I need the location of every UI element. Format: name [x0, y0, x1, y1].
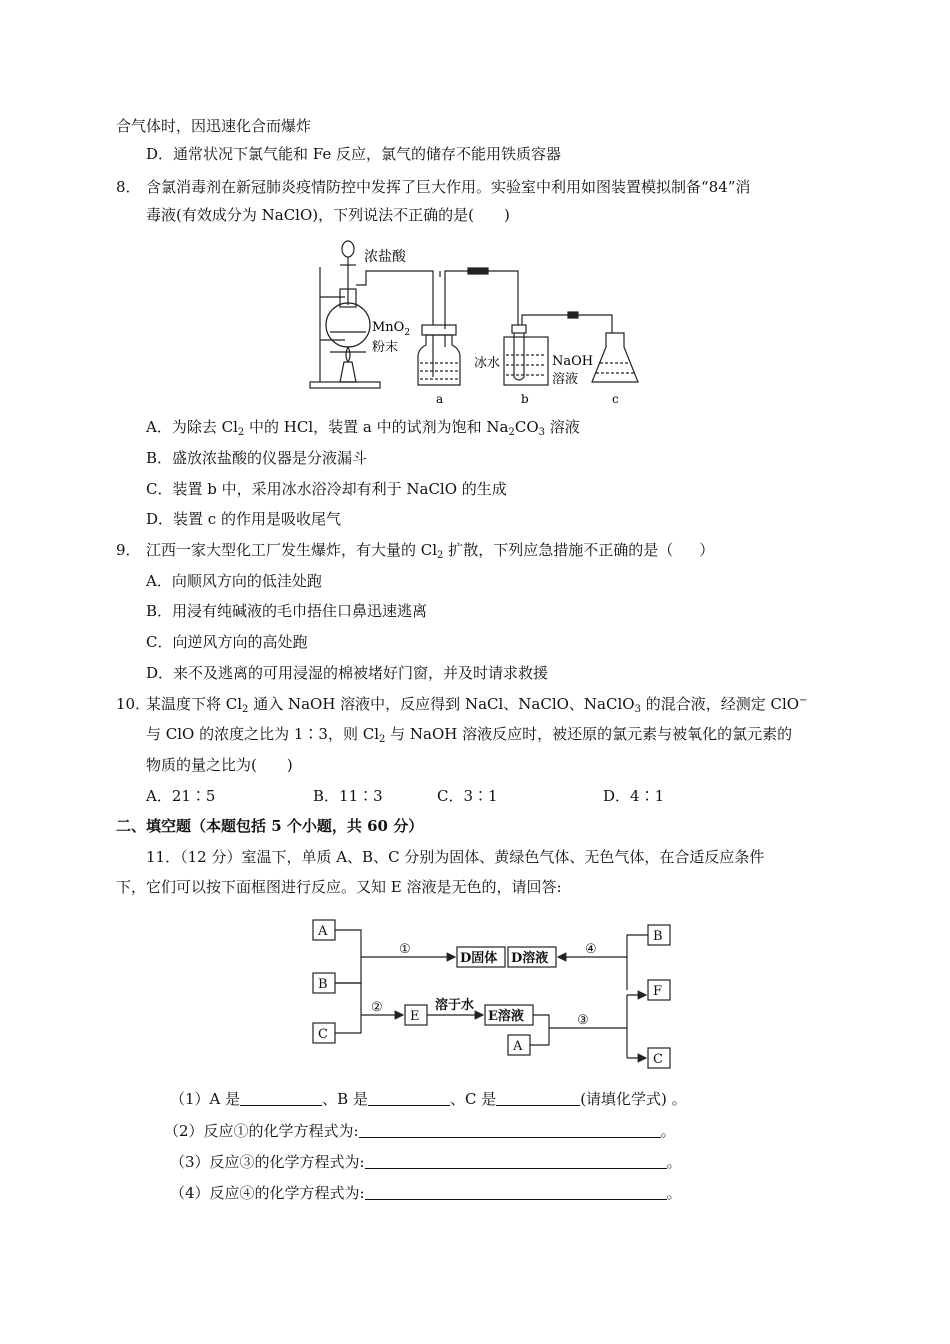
svg-text:溶于水: 溶于水 [435, 998, 475, 1013]
svg-text:③: ③ [577, 1013, 589, 1028]
question-9-option-d: D．来不及逃离的可用浸湿的棉被堵好门窗，并及时请求救援 [146, 664, 549, 682]
question-10-number: 10． [116, 695, 151, 713]
label-a: a [436, 392, 444, 406]
bracket-1 [335, 930, 361, 983]
question-8-option-b: B．盛放浓盐酸的仪器是分液漏斗 [146, 449, 368, 467]
question-9-option-a: A．向顺风方向的低洼处跑 [146, 572, 322, 590]
svg-text:C: C [318, 1027, 328, 1042]
question-11-line2: 下，它们可以按下面框图进行反应。又知 E 溶液是无色的，请回答: [116, 878, 562, 896]
question-8-number: 8． [116, 178, 141, 196]
test-tube-b [514, 333, 524, 380]
question-8-text-line2: 毒液(有效成分为 NaClO)，下列说法不正确的是( ) [146, 206, 510, 224]
question-10-line3: 物质的量之比为( ) [146, 756, 293, 774]
alcohol-lamp [340, 362, 356, 382]
question-9-option-b: B．用浸有纯碱液的毛巾捂住口鼻迅速逃离 [146, 602, 428, 620]
bracket-4 [627, 935, 648, 990]
tube-2 [445, 271, 518, 329]
label-solution: 溶液 [552, 372, 579, 387]
question-10-line1: 某温度下将 $Cl_2$ 通入 NaOH 溶液中，反应得到 NaCl、NaClO、NaClO$_3$ 的混合液，经测定 ClO− [146, 695, 808, 715]
answer-blank-eq3[interactable] [365, 1154, 667, 1169]
label-c: c [612, 392, 619, 406]
question-11-sub3: （3）反应③的化学方程式为: 。 [170, 1153, 682, 1171]
question-9-text: 江西一家大型化工厂发生爆炸，有大量的 $Cl_2$ 扩散，下列应急措施不正确的是（ ） [146, 541, 715, 561]
question-11-sub1: （1）A 是 、B 是 、C 是 (请填化学式) 。 [170, 1090, 687, 1108]
bottle-a-stopper [422, 325, 456, 335]
stand-base [310, 382, 380, 388]
question-7-continuation: 合气体时，因迅速化合而爆炸 [116, 117, 312, 135]
tube-3 [522, 315, 612, 333]
question-8-text-line1: 含氯消毒剂在新冠肺炎疫情防控中发挥了巨大作用。实验室中利用如图装置模拟制备“84”消 [146, 178, 751, 196]
chlorine-apparatus-figure [300, 237, 660, 407]
conical-flask-c [592, 333, 638, 382]
round-bottom-flask [326, 303, 370, 347]
svg-text:D固体: D固体 [460, 951, 498, 966]
question-10-line2: 与 ClO 的浓度之比为 1∶3，则 $Cl_2$ 与 NaOH 溶液反应时，被还原的氯元素与被氧化的氯元素的 [146, 725, 793, 745]
answer-blank-A[interactable] [240, 1091, 322, 1106]
question-7-option-d: D．通常状况下氯气能和 Fe 反应，氯气的储存不能用铁质容器 [146, 145, 562, 163]
svg-text:E: E [410, 1009, 420, 1024]
svg-text:B: B [653, 929, 663, 944]
beaker-b [504, 337, 548, 385]
svg-text:A: A [513, 1039, 523, 1054]
funnel-bulb [342, 241, 354, 257]
tube-1 [356, 271, 433, 327]
answer-blank-eq1[interactable] [359, 1123, 661, 1138]
bottle-a [418, 335, 460, 385]
question-8-option-d: D．装置 c 的作用是吸收尾气 [146, 510, 341, 528]
label-ice-water: 冰水 [474, 356, 501, 371]
question-11-sub4: （4）反应④的化学方程式为: 。 [170, 1184, 682, 1202]
question-8-option-c: C．装置 b 中，采用冰水浴冷却有利于 NaClO 的生成 [146, 480, 507, 498]
question-9-number: 9． [116, 541, 141, 559]
answer-blank-eq4[interactable] [365, 1185, 667, 1200]
svg-text:C: C [653, 1052, 663, 1067]
question-10-option-b: B．11∶3 [313, 787, 383, 805]
question-11-line1: 11．（12 分）室温下，单质 A、B、C 分别为固体、黄绿色气体、无色气体，在合适反应条件 [146, 848, 765, 866]
svg-text:B: B [318, 977, 328, 992]
svg-text:D溶液: D溶液 [511, 951, 549, 966]
question-10-option-d: D．4∶1 [603, 787, 665, 805]
question-11-sub2: （2）反应①的化学方程式为: 。 [164, 1122, 676, 1140]
svg-text:②: ② [371, 1000, 383, 1015]
section-2-heading: 二、填空题（本题包括 5 个小题，共 60 分） [116, 817, 424, 835]
question-8-option-a: A．为除去 $Cl_2$ 中的 HCl，装置 a 中的试剂为饱和 $Na_2CO_3$ 溶液 [146, 418, 580, 438]
reaction-flow-diagram [305, 915, 685, 1075]
svg-text:F: F [653, 984, 663, 999]
label-naoh: NaOH [552, 354, 594, 369]
svg-text:A: A [318, 924, 328, 939]
question-10-option-a: A．21∶5 [146, 787, 216, 805]
label-b: b [521, 392, 529, 406]
svg-text:④: ④ [585, 942, 597, 957]
answer-blank-B[interactable] [368, 1091, 450, 1106]
label-conc-hcl: 浓盐酸 [364, 249, 406, 265]
answer-blank-C[interactable] [496, 1091, 580, 1106]
flame [346, 347, 350, 362]
label-powder: 粉末 [372, 340, 399, 355]
question-9-option-c: C．向逆风方向的高处跑 [146, 633, 308, 651]
svg-text:①: ① [399, 942, 411, 957]
bracket-2 [335, 983, 361, 1033]
question-10-option-c: C．3∶1 [437, 787, 498, 805]
svg-text:E溶液: E溶液 [488, 1009, 524, 1024]
label-mno2: MnO$_2$ [372, 320, 411, 338]
